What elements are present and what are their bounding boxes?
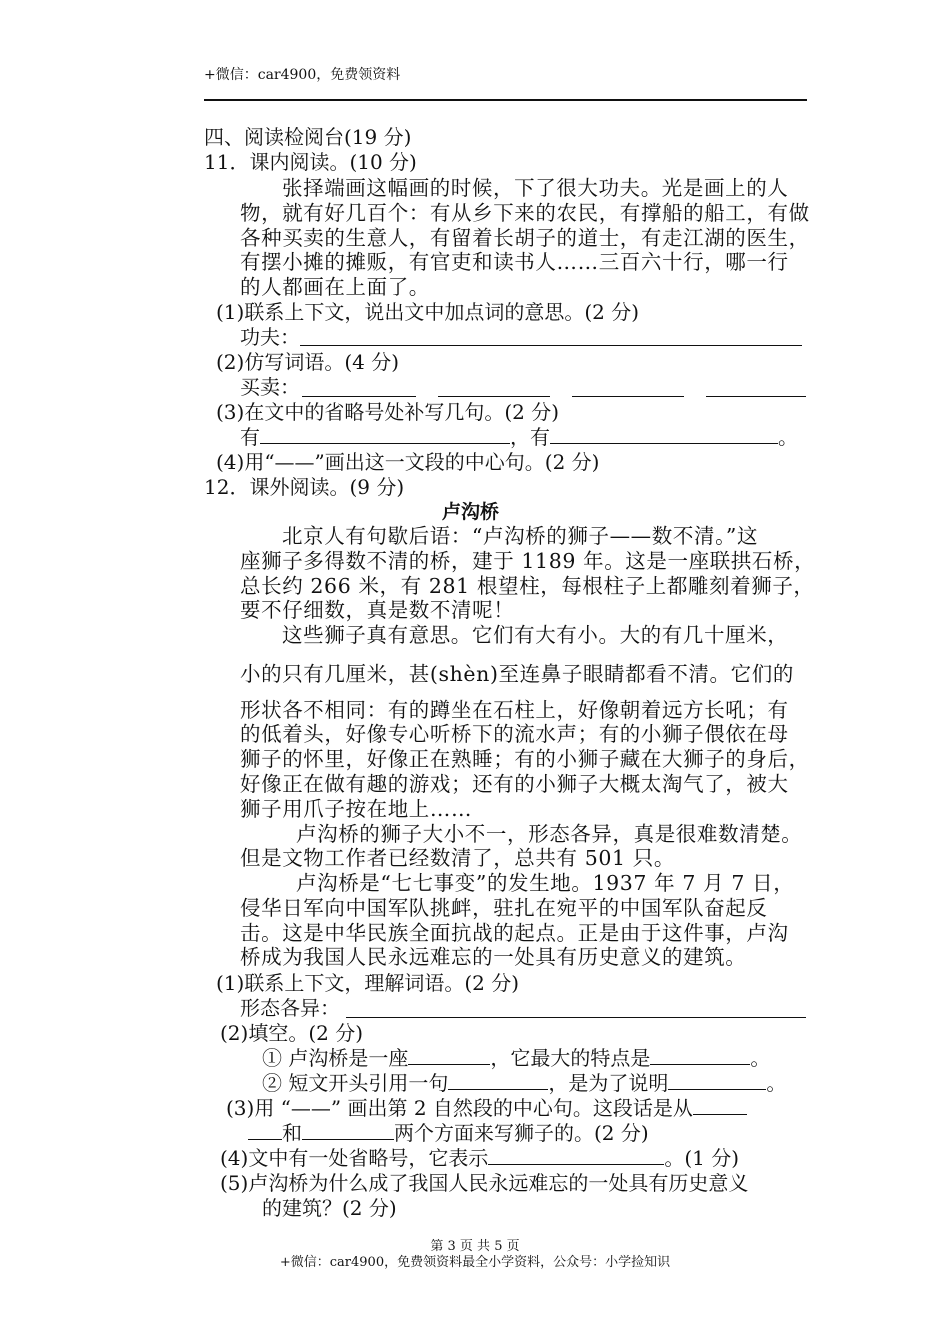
- answer-blank[interactable]: [248, 1121, 282, 1140]
- q11-sub3-prefix: 有: [240, 425, 260, 449]
- answer-blank[interactable]: [693, 1096, 747, 1115]
- answer-blank[interactable]: [302, 1121, 394, 1140]
- q12-sub2-b-mid: ，是为了说明: [548, 1071, 669, 1095]
- answer-blank[interactable]: [550, 425, 778, 444]
- answer-blank[interactable]: [302, 396, 416, 397]
- answer-blank[interactable]: [448, 1071, 548, 1090]
- answer-blank[interactable]: [300, 345, 802, 346]
- q11-passage-line: 的人都画在上面了。: [240, 275, 430, 299]
- q12-sub3-row-a: [226, 1095, 747, 1121]
- q11-passage-line: 物，就有好几百个：有从乡下来的农民，有撑船的船工，有做: [240, 201, 810, 225]
- q12-passage-line: 的低着头，好像专心听桥下的流水声；有的小狮子偎依在母: [240, 722, 789, 746]
- q12-passage-line: 形状各不相同：有的蹲坐在石柱上，好像朝着远方长吼；有: [240, 698, 789, 722]
- q12-sub4-row: [220, 1145, 739, 1171]
- q12-sub2-row-b: [262, 1070, 786, 1096]
- answer-blank[interactable]: [408, 1046, 490, 1065]
- q12-sub3-row-b: [248, 1120, 649, 1146]
- answer-blank[interactable]: [346, 1017, 806, 1018]
- q12-sub1-label: 形态各异：: [240, 996, 340, 1020]
- q11-passage-line: 各种买卖的生意人，有留着长胡子的道士，有走江湖的医生，: [240, 226, 810, 250]
- q12-passage-line: 击。这是中华民族全面抗战的起点。正是由于这件事，卢沟: [240, 921, 789, 945]
- page-number: 第 3 页 共 5 页: [430, 1239, 520, 1254]
- q11-sub2-label: 买卖：: [240, 375, 300, 399]
- q12-passage-line: 但是文物工作者已经数清了，总共有 501 只。: [240, 846, 675, 870]
- q12-passage-line: 狮子的怀里，好像正在熟睡；有的小狮子藏在大狮子的身后，: [240, 747, 810, 771]
- q11-sub3-end: 。: [778, 425, 798, 449]
- q12-sub3-end: 两个方面来写狮子的。(2 分): [394, 1121, 649, 1145]
- q11-sub2: (2)仿写词语。(4 分): [216, 350, 400, 374]
- q12-sub3-and: 和: [282, 1121, 302, 1145]
- q12-sub2-a-mid: ，它最大的特点是: [490, 1046, 651, 1070]
- q11-sub3-answer-row: [240, 424, 798, 450]
- q11-heading: 11．课内阅读。(10 分): [204, 150, 417, 174]
- q12-passage-line: 小的只有几厘米，甚(shèn)至连鼻子眼睛都看不清。它们的: [240, 662, 794, 686]
- q11-passage-line: 有摆小摊的摊贩，有官吏和读书人……三百六十行，哪一行: [240, 250, 789, 274]
- q12-passage-line: 座狮子多得数不清的桥，建于 1189 年。这是一座联拱石桥，: [240, 549, 816, 573]
- header-rule: [204, 99, 807, 101]
- answer-blank[interactable]: [668, 1071, 766, 1090]
- header-text: +微信：car4900，免费领资料: [204, 67, 401, 83]
- q12-sub5-cont: 的建筑？(2 分): [262, 1196, 397, 1220]
- answer-blank[interactable]: [488, 1146, 664, 1165]
- q12-passage-line: 这些狮子真有意思。它们有大有小。大的有几十厘米，: [282, 623, 789, 647]
- answer-blank[interactable]: [260, 425, 510, 444]
- q12-sub3-text: (3)用 “——” 画出第 2 自然段的中心句。这段话是从: [226, 1096, 693, 1120]
- q12-sub4-text: (4)文中有一处省略号，它表示: [220, 1146, 489, 1170]
- q12-passage-line: 侵华日军向中国军队挑衅，驻扎在宛平的中国军队奋起反: [240, 896, 768, 920]
- q12-sub2-b-end: 。: [766, 1071, 787, 1095]
- q11-sub4: (4)用“——”画出这一文段的中心句。(2 分): [216, 450, 600, 474]
- q12-passage-line: 狮子用爪子按在地上……: [240, 797, 473, 821]
- q12-passage-line: 要不仔细数，真是数不清呢！: [240, 598, 515, 622]
- q11-sub1: (1)联系上下文，说出文中加点词的意思。(2 分): [216, 300, 640, 324]
- answer-blank[interactable]: [650, 1046, 750, 1065]
- q12-passage-line: 卢沟桥是“七七事变”的发生地。1937 年 7 月 7 日，: [296, 871, 795, 895]
- answer-blank[interactable]: [438, 396, 550, 397]
- q12-sub4-score: 。(1 分): [664, 1146, 740, 1170]
- q12-sub1: (1)联系上下文，理解词语。(2 分): [216, 971, 520, 995]
- q12-sub2-b-prefix: ② 短文开头引用一句: [262, 1071, 449, 1095]
- q12-passage-title: 卢沟桥: [442, 501, 500, 523]
- q12-passage-line: 总长约 266 米，有 281 根望柱，每根柱子上都雕刻着狮子，: [240, 574, 815, 598]
- footer-text: +微信：car4900，免费领资料最全小学资料，公众号：小学捡知识: [279, 1255, 671, 1270]
- q12-passage-line: 卢沟桥的狮子大小不一，形态各异，真是很难数清楚。: [296, 822, 803, 846]
- q12-sub5: (5)卢沟桥为什么成了我国人民永远难忘的一处具有历史意义: [220, 1171, 749, 1195]
- q12-passage-line: 北京人有句歇后语：“卢沟桥的狮子——数不清。”这: [282, 524, 759, 548]
- q12-heading: 12．课外阅读。(9 分): [204, 475, 405, 499]
- q11-sub3-mid: ，有: [510, 425, 550, 449]
- q12-sub2-a-prefix: ① 卢沟桥是一座: [262, 1046, 409, 1070]
- section-title: 四、阅读检阅台(19 分): [204, 125, 412, 149]
- q12-sub2-row-a: [262, 1045, 770, 1071]
- q11-sub1-label: 功夫：: [240, 325, 300, 349]
- answer-blank[interactable]: [572, 396, 684, 397]
- q11-passage-line: 张择端画这幅画的时候，下了很大功夫。光是画上的人: [282, 176, 789, 200]
- q12-passage-line: 桥成为我国人民永远难忘的一处具有历史意义的建筑。: [240, 945, 747, 969]
- q11-sub3: (3)在文中的省略号处补写几句。(2 分): [216, 400, 560, 424]
- q12-sub2-a-end: 。: [750, 1046, 771, 1070]
- q12-passage-line: 好像正在做有趣的游戏；还有的小狮子大概太淘气了，被大: [240, 772, 789, 796]
- answer-blank[interactable]: [706, 396, 806, 397]
- q12-sub2: (2)填空。(2 分): [220, 1021, 364, 1045]
